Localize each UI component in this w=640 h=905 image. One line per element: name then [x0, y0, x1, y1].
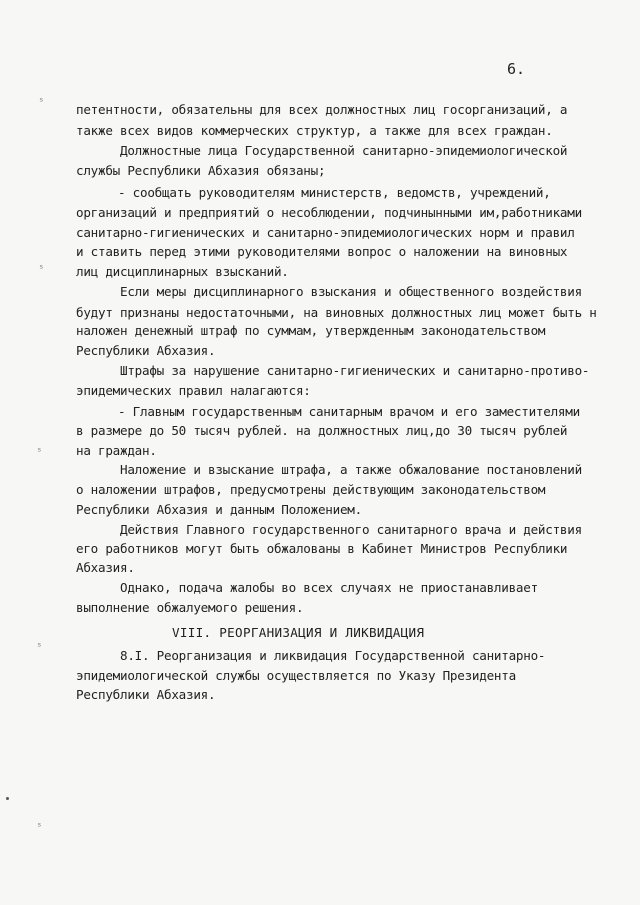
scan-artifact: ˢ [38, 95, 45, 108]
text-line: о наложении штрафов, предусмотрены действующим законодательством [76, 482, 546, 497]
text-line: выполнение обжалуемого решения. [76, 600, 304, 615]
text-line: Штрафы за нарушение санитарно-гигиенических и санитарно-противо- [120, 363, 590, 378]
section-heading: VIII. РЕОРГАНИЗАЦИЯ И ЛИКВИДАЦИЯ [172, 625, 425, 640]
text-line: наложен денежный штраф по суммам, утвержденным законодательством [76, 323, 546, 338]
text-line: Республики Абхазия. [76, 343, 216, 358]
text-line: также всех видов коммерческих структур, а также для всех граждан. [76, 123, 553, 138]
scan-artifact: ˢ [36, 640, 43, 653]
scan-artifact: ˢ [36, 820, 43, 833]
scan-artifact: ˢ [38, 262, 45, 275]
text-line: в размере до 50 тысяч рублей. на должностных лиц,до 30 тысяч рублей [76, 423, 568, 438]
text-line: санитарно-гигиенических и санитарно-эпидемиологических норм и правил [76, 225, 575, 240]
text-line: Наложение и взыскание штрафа, а также обжалование постановлений [120, 462, 582, 477]
text-line: Действия Главного государственного санитарного врача и действия [120, 522, 582, 537]
text-line: 8.I. Реорганизация и ликвидация Государственной санитарно- [120, 648, 546, 663]
text-line: на граждан. [76, 443, 157, 458]
text-line: будут признаны недостаточными, на виновных должностных лиц может быть н [76, 305, 597, 320]
text-line: - Главным государственным санитарным врачом и его заместителями [118, 404, 580, 419]
text-line: Должностные лица Государственной санитарно-эпидемиологической [120, 143, 568, 158]
scan-dot [6, 797, 9, 800]
text-line: его работников могут быть обжалованы в Кабинет Министров Республики [76, 541, 568, 556]
text-line: Республики Абхазия. [76, 687, 216, 702]
text-line: Если меры дисциплинарного взыскания и общественного воздействия [120, 284, 582, 299]
text-line: службы Республики Абхазия обязаны; [76, 163, 326, 178]
text-line: эпидемических правил налагаются: [76, 383, 311, 398]
text-line: лиц дисциплинарных взысканий. [76, 264, 289, 279]
text-line: и ставить перед этими руководителями вопрос о наложении на виновных [76, 244, 568, 259]
text-line: петентности, обязательны для всех должностных лиц госорганизаций, а [76, 102, 568, 117]
text-line: - сообщать руководителям министерств, ведомств, учреждений, [118, 185, 551, 200]
scan-artifact: ˢ [36, 445, 43, 458]
text-line: Абхазия. [76, 560, 135, 575]
page-number: 6. [507, 60, 526, 78]
text-line: организаций и предприятий о несоблюдении, подчинынными им,работниками [76, 205, 582, 220]
text-line: Республики Абхазия и данным Положением. [76, 502, 362, 517]
text-line: Однако, подача жалобы во всех случаях не приостанавливает [120, 580, 538, 595]
text-line: эпидемиологической службы осуществляется по Указу Президента [76, 668, 516, 683]
